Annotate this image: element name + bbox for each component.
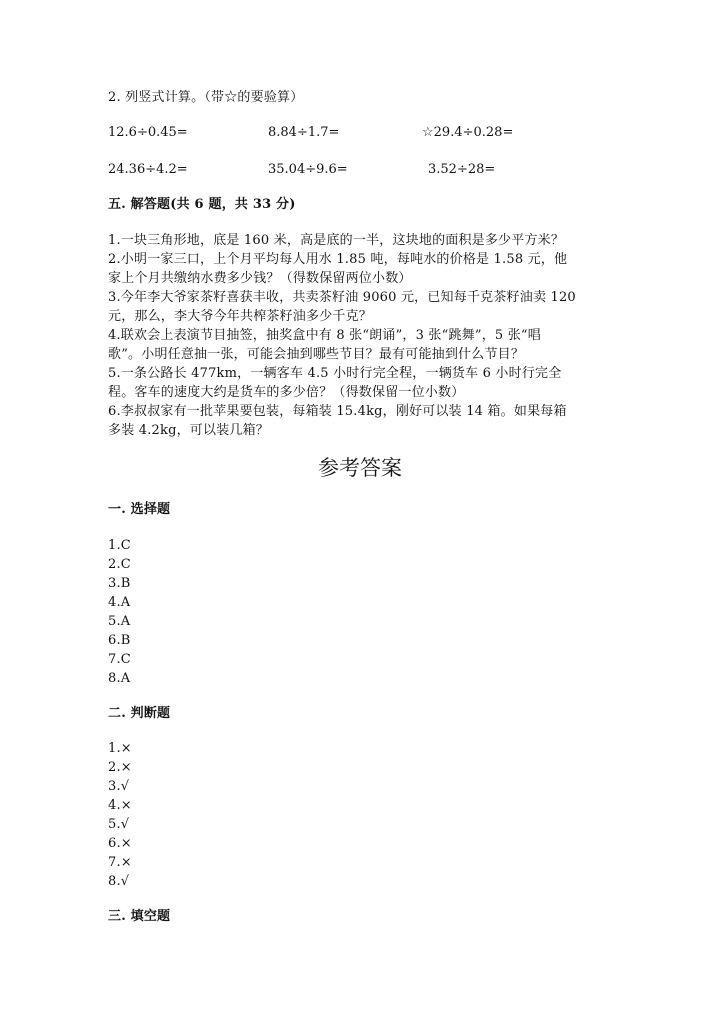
answer-item: 4.A <box>108 595 131 610</box>
answer-title: 参考答案 <box>318 456 402 480</box>
answer-item: 1.× <box>108 741 132 756</box>
answer-item: 8.√ <box>108 874 130 889</box>
answer-item: 4.× <box>108 798 132 813</box>
calc-problem: ☆29.4÷0.28= <box>422 125 514 140</box>
calc-problem: 12.6÷0.45= <box>108 125 188 140</box>
answer-item: 1.C <box>108 538 131 553</box>
problem-line: 家上个月共缴纳水费多少钱？（得数保留两位小数） <box>108 271 412 286</box>
calc-problem: 35.04÷9.6= <box>268 162 348 177</box>
problem-line: 3.今年李大爷家茶籽喜获丰收，共卖茶籽油 9060 元，已知每千克茶籽油卖 120 <box>108 290 576 305</box>
answer-section-heading: 一. 选择题 <box>108 502 171 517</box>
answer-item: 3.B <box>108 576 131 591</box>
problem-line: 歌”。小明任意抽一张，可能会抽到哪些节目？最有可能抽到什么节目？ <box>108 347 525 362</box>
problem-line: 2.小明一家三口，上个月平均每人用水 1.85 吨，每吨水的价格是 1.58 元，他 <box>108 252 568 267</box>
problem-line: 4.联欢会上表演节目抽签，抽奖盒中有 8 张“朗诵”，3 张“跳舞”，5 张“唱 <box>108 328 541 343</box>
answer-item: 6.B <box>108 633 131 648</box>
problem-line: 元，那么，李大爷今年共榨茶籽油多少千克？ <box>108 309 373 324</box>
answer-item: 6.× <box>108 836 132 851</box>
answer-item: 3.√ <box>108 779 130 794</box>
calc-problem: 24.36÷4.2= <box>108 162 188 177</box>
answer-item: 2.× <box>108 760 132 775</box>
answer-section-heading: 三. 填空题 <box>108 909 171 924</box>
answer-section-heading: 二. 判断题 <box>108 706 171 721</box>
problem-line: 5.一条公路长 477km，一辆客车 4.5 小时行完全程，一辆货车 6 小时行完全 <box>108 366 562 381</box>
answer-item: 5.√ <box>108 817 130 832</box>
problem-line: 6.李叔叔家有一批苹果要包装，每箱装 15.4kg，刚好可以装 14 箱。如果每箱 <box>108 404 567 419</box>
problem-line: 1.一块三角形地，底是 160 米，高是底的一半，这块地的面积是多少平方米？ <box>108 233 565 248</box>
section-heading: 五. 解答题(共 6 题，共 33 分) <box>108 197 296 212</box>
calc-problem: 3.52÷28= <box>428 162 496 177</box>
answer-item: 5.A <box>108 614 131 629</box>
problem-line: 多装 4.2kg，可以装几箱？ <box>108 423 270 438</box>
calc-problem: 8.84÷1.7= <box>268 125 340 140</box>
answer-item: 8.A <box>108 671 131 686</box>
calc-section-heading: 2. 列竖式计算。（带☆的要验算） <box>108 90 304 105</box>
problem-line: 程。客车的速度大约是货车的多少倍？（得数保留一位小数） <box>108 385 465 400</box>
answer-item: 2.C <box>108 557 131 572</box>
answer-item: 7.× <box>108 855 132 870</box>
answer-item: 7.C <box>108 652 131 667</box>
